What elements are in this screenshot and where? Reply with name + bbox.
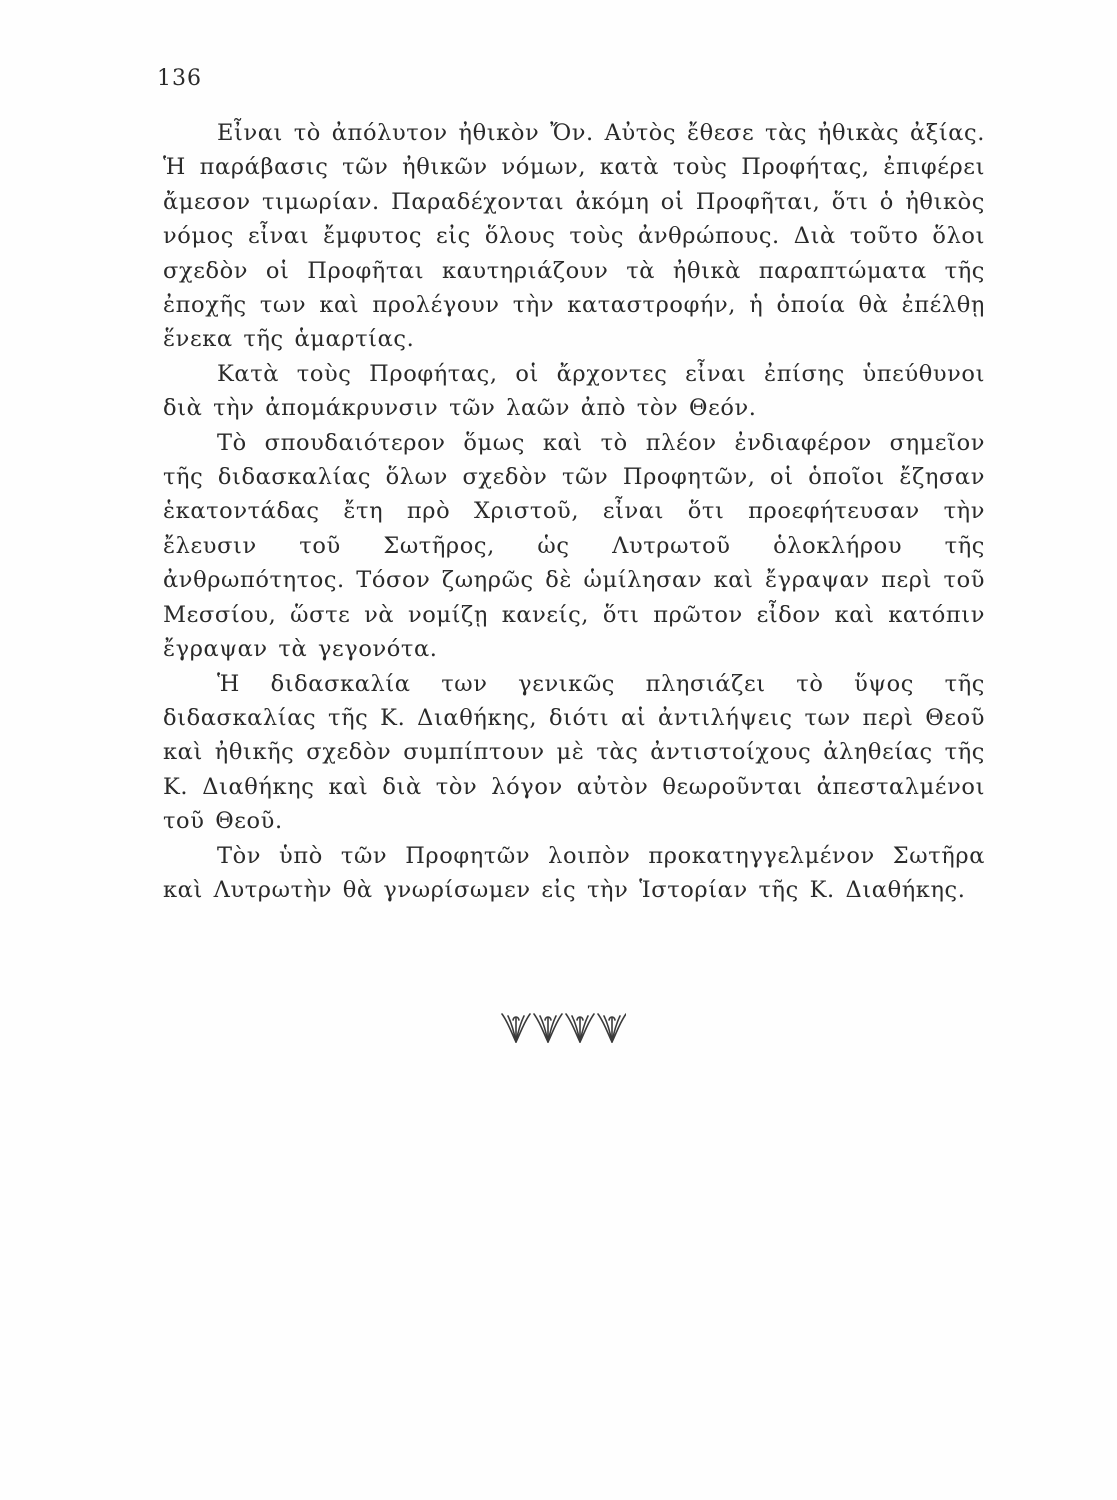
tulip-ornament-icon xyxy=(500,1008,626,1048)
paragraph-1: Εἶναι τὸ ἀπόλυτον ἠθικὸν Ὄν. Αὐτὸς ἔθεσε τὰς ἠθικὰς ἀξίας. Ἡ παράβασις τῶν ἠθικῶν νόμων, κατὰ τοὺς Προφήτας, ἐπιφέρει ἄμεσον τιμωρίαν. Παραδέχονται ἀκόμη οἱ Προφῆται, ὅτι ὁ ἠθικὸς νόμος εἶναι ἔμφυτος εἰς ὅλους τοὺς ἀνθρώπους. Διὰ τοῦτο ὅλοι σχεδὸν οἱ Προφῆται καυτηριάζουν τὰ ἠθικὰ παραπτώματα τῆς ἐποχῆς των καὶ προλέγουν τὴν καταστροφήν, ἡ ὁποία θὰ ἐπέλθῃ ἕνεκα τῆς ἁμαρτίας. xyxy=(163,120,985,353)
tulip-motif-icon xyxy=(502,1014,530,1042)
tulip-motif-icon xyxy=(534,1014,562,1042)
paragraph-5: Τὸν ὑπὸ τῶν Προφητῶν λοιπὸν προκατηγγελμένον Σωτῆρα καὶ Λυτρωτὴν θὰ γνωρίσωμεν εἰς τὴν Ἱστορίαν τῆς Κ. Διαθήκης. xyxy=(163,842,985,903)
paragraph-2: Κατὰ τοὺς Προφήτας, οἱ ἄρχοντες εἶναι ἐπίσης ὑπεύθυνοι διὰ τὴν ἀπομάκρυνσιν τῶν λαῶν ἀπὸ τὸν Θεόν. xyxy=(163,360,985,422)
tulip-motif-icon xyxy=(598,1014,626,1042)
paragraph-3: Τὸ σπουδαιότερον ὅμως καὶ τὸ πλέον ἐνδιαφέρον σημεῖον τῆς διδασκαλίας ὅλων σχεδὸν τῶν Προφητῶν, οἱ ὁποῖοι ἔζησαν ἑκατοντάδας ἔτη πρὸ Χριστοῦ, εἶναι ὅτι προεφήτευσαν τὴν ἔλευσιν τοῦ Σωτῆρος, ὡς Λυτρωτοῦ ὁλοκλήρου τῆς ἀνθρωπότητος. Τόσον ζωηρῶς δὲ ὡμίλησαν καὶ ἔγραψαν περὶ τοῦ Μεσσίου, ὥστε νὰ νομίζῃ κανείς, ὅτι πρῶτον εἶδον καὶ κατόπιν ἔγραψαν τὰ γεγονότα. xyxy=(163,429,985,663)
paragraph-4: Ἡ διδασκαλία των γενικῶς πλησιάζει τὸ ὕψος τῆς διδασκαλίας τῆς Κ. Διαθήκης, διότι αἱ ἀντιλήψεις των περὶ Θεοῦ καὶ ἠθικῆς σχεδὸν συμπίπτουν μὲ τὰς ἀντιστοίχους ἀληθείας τῆς Κ. Διαθήκης καὶ διὰ τὸν λόγον αὐτὸν θεωροῦνται ἀπεσταλμένοι τοῦ Θεοῦ. xyxy=(163,670,985,835)
page-number: 136 xyxy=(157,66,202,91)
body-text xyxy=(163,116,985,907)
tulip-motif-icon xyxy=(566,1014,594,1042)
